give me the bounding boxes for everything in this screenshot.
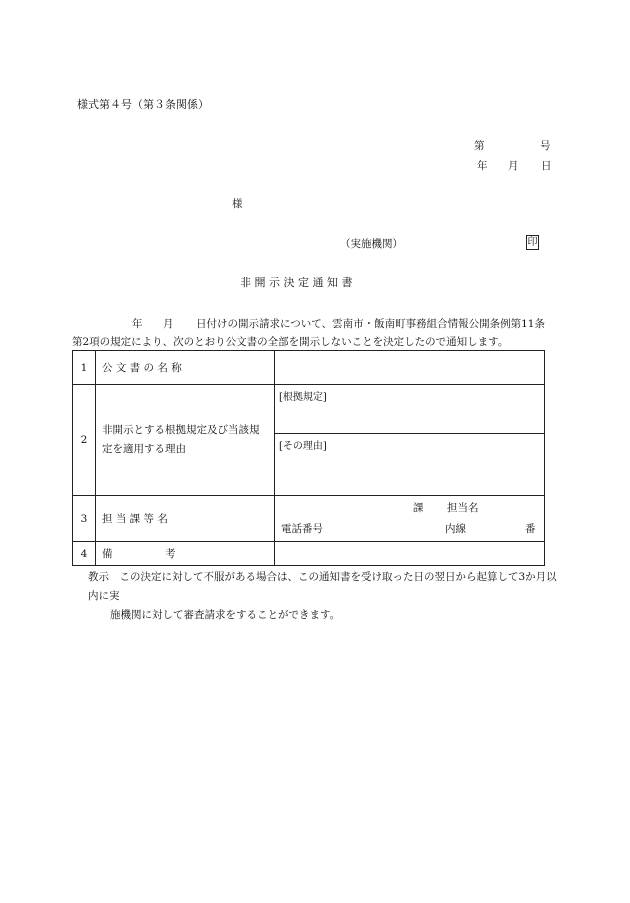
ban-label: 番 — [525, 523, 536, 535]
form-table — [72, 350, 545, 566]
agency-label: （実施機関） — [340, 238, 403, 250]
body-line2: 第2項の規定により、次のとおり公文書の全部を開示しないことを決定したので通知します。 — [72, 336, 509, 348]
basis-reason-cell — [275, 385, 545, 496]
instruction-notes — [88, 568, 558, 625]
ka-label: 課 — [413, 502, 424, 514]
row-number: 2 — [73, 385, 96, 496]
tantousha-label: 担当名 — [447, 502, 479, 514]
addressee-suffix: 様 — [232, 198, 243, 210]
seal-text: 印 — [527, 237, 538, 248]
remarks-value — [275, 542, 545, 566]
form-number: 様式第４号（第３条関係） — [77, 98, 209, 111]
row-label-remarks: 備 考 — [96, 542, 275, 566]
phone-label: 電話番号 — [281, 523, 323, 535]
reason-label: [その理由] — [279, 441, 327, 452]
notes-line: 施機関に対して審査請求をすることができます。 — [110, 609, 341, 621]
document-title: 非 開 示 決 定 通 知 書 — [240, 276, 353, 289]
body-line1: 日付けの開示請求について、雲南市・飯南町事務組合情報公開条例第11条 — [196, 318, 545, 330]
row-number: 3 — [73, 496, 96, 542]
body-year: 年 — [132, 318, 143, 330]
department-cell — [275, 496, 545, 542]
seal-mark — [526, 235, 539, 250]
table-row — [73, 542, 545, 566]
table-row — [73, 496, 545, 542]
naisen-label: 内線 — [445, 523, 466, 535]
row-number: 1 — [73, 351, 96, 385]
basis-section — [275, 385, 544, 434]
basis-label: [根拠規定] — [279, 392, 327, 403]
reason-section — [275, 434, 544, 495]
notes-line: 教示 この決定に対して不服がある場合は、この通知書を受け取った日の翌日から起算して3か月以内に実 — [88, 571, 557, 602]
row-label-department: 担 当 課 等 名 — [96, 496, 275, 542]
row-number: 4 — [73, 542, 96, 566]
document-name-value — [275, 351, 545, 385]
date-day: 日 — [541, 160, 552, 172]
table-row — [73, 351, 545, 385]
row-label-basis-reason — [96, 385, 275, 496]
row-label-line: 定を適用する理由 — [102, 443, 186, 455]
doc-number-dai: 第 — [474, 140, 485, 152]
table-row — [73, 385, 545, 496]
doc-number-go: 号 — [540, 140, 551, 152]
body-month: 月 — [163, 318, 174, 330]
date-year: 年 — [477, 160, 488, 172]
row-label-document-name: 公 文 書 の 名 称 — [96, 351, 275, 385]
row-label-line: 非開示とする根拠規定及び当該規 — [102, 424, 260, 436]
date-month: 月 — [508, 160, 519, 172]
